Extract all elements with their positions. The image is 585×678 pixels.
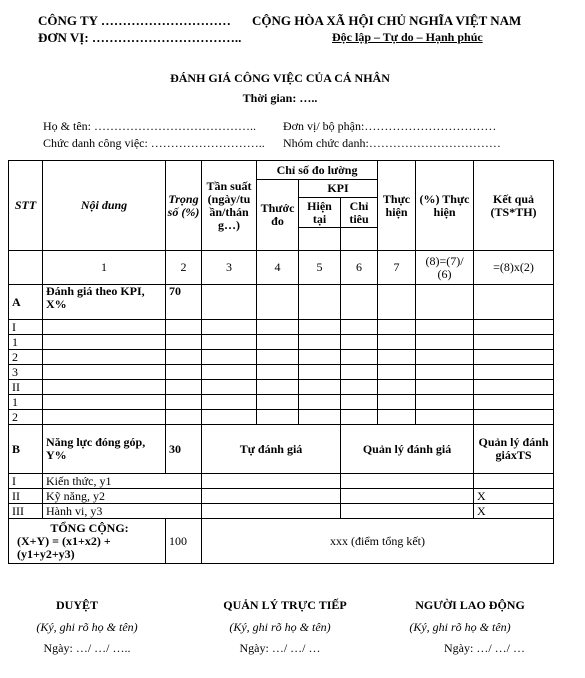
section-b-weight: 30 [166, 425, 202, 474]
header-metric: Chỉ số đo lường [257, 161, 378, 180]
behavior-row: Hành vi, y3 [43, 504, 202, 519]
position-field: Chức danh công việc: ……………………….. [43, 136, 265, 150]
col-num-8: (8)=(7)/(6) [416, 251, 474, 285]
self-assessment-header: Tự đánh giá [202, 425, 341, 474]
signature-employee: NGƯỜI LAO ĐỘNG [415, 598, 525, 612]
section-a-text: Đánh giá theo KPI, X% [43, 285, 166, 320]
document-title: ĐÁNH GIÁ CÔNG VIỆC CỦA CÁ NHÂN [170, 71, 390, 85]
col-num-4: 4 [257, 251, 299, 285]
section-a-weight: 70 [166, 285, 202, 320]
total-label: TỔNG CỘNG: [50, 520, 129, 535]
header-result: Kết quả (TS*TH) [474, 161, 554, 251]
col-num-3: 3 [202, 251, 257, 285]
table-row: 2 [9, 410, 554, 425]
table-row: II [9, 380, 554, 395]
col-num-2: 2 [166, 251, 202, 285]
total-note: xxx (điểm tổng kết) [202, 519, 554, 564]
table-row: 2 [9, 350, 554, 365]
group-field: Nhóm chức danh:…………………………… [283, 136, 501, 150]
section-a-label: A [9, 285, 43, 320]
header-target: Chỉ tiêu [341, 198, 378, 228]
unit-line: ĐƠN VỊ: …………………………….. [38, 30, 242, 45]
col-num-1: 1 [43, 251, 166, 285]
skills-x-mark: X [474, 489, 554, 504]
time-line: Thời gian: ….. [242, 91, 318, 105]
header-actual: Thực hiện [378, 161, 416, 251]
header-weight: Trọng số (%) [166, 161, 202, 251]
section-b-text: Năng lực đóng góp, Y% [43, 425, 166, 474]
header-stt: STT [9, 161, 43, 251]
signature-manager-note: (Ký, ghi rõ họ & tên) Ngày: …/ …/ … [229, 620, 331, 655]
header-measure: Thước đo [257, 180, 299, 251]
signature-manager: QUẢN LÝ TRỰC TIẾP [223, 598, 347, 612]
section-b-label: B [9, 425, 43, 474]
col-num-6: 6 [341, 251, 378, 285]
total-value: 100 [166, 519, 202, 564]
col-num-5: 5 [299, 251, 341, 285]
signature-approve-note: (Ký, ghi rõ họ & tên) Ngày: …/ …/ ….. [36, 620, 138, 655]
total-cell [9, 519, 166, 564]
skills-row: Kỹ năng, y2 [43, 489, 202, 504]
motto: Độc lập – Tự do – Hạnh phúc [332, 30, 483, 44]
total-formula: (X+Y) = (x1+x2) + (y1+y2+y3) [17, 533, 111, 561]
col-num-9: =(8)x(2) [474, 251, 554, 285]
table-row: 1 [9, 335, 554, 350]
signature-approve: DUYỆT [55, 598, 98, 612]
company-line: CÔNG TY ………………………… [38, 13, 231, 28]
manager-ts-header: Quản lý đánh giáxTS [474, 425, 554, 474]
table-row: 1 [9, 395, 554, 410]
table-row: II Kỹ năng, y2 X [9, 489, 554, 504]
header-content: Nội dung [43, 161, 166, 251]
table-row: I Kiến thức, y1 [9, 474, 554, 489]
evaluation-table [8, 160, 554, 564]
behavior-x-mark: X [474, 504, 554, 519]
table-row: III Hành vi, y3 X [9, 504, 554, 519]
department-field: Đơn vị/ bộ phận:…………………………… [283, 119, 497, 133]
header-frequency: Tần suất (ngày/tuần/tháng…) [202, 161, 257, 251]
table-row: I [9, 320, 554, 335]
header-kpi: KPI [299, 180, 378, 198]
header-current: Hiện tại [299, 198, 341, 228]
knowledge-row: Kiến thức, y1 [43, 474, 202, 489]
name-field: Họ & tên: ………………………………….. [43, 119, 256, 133]
manager-assessment-header: Quản lý đánh giá [341, 425, 474, 474]
signature-employee-note: (Ký, ghi rõ họ & tên) Ngày: …/ …/ … [409, 620, 525, 655]
table-row: 3 [9, 365, 554, 380]
country-name: CỘNG HÒA XÃ HỘI CHỦ NGHĨA VIỆT NAM [252, 13, 522, 28]
header-percent: (%) Thực hiện [416, 161, 474, 251]
col-num-7: 7 [378, 251, 416, 285]
